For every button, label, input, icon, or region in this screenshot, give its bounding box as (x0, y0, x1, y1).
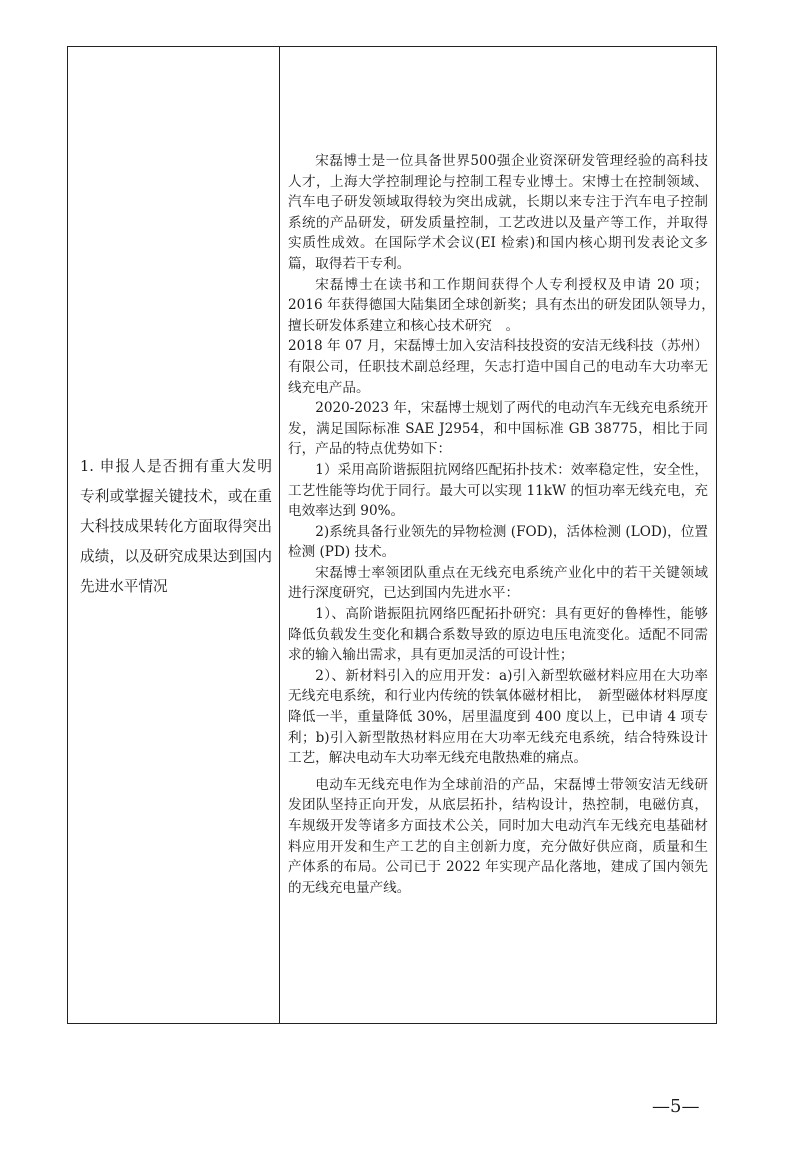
form-table (67, 46, 722, 1024)
paragraph-advantage-1: 1）采用高阶谐振阻抗网络匹配拓扑技术：效率稳定性，安全性，工艺性能等均优于同行。最大可以实现 11kW 的恒功率无线充电，充电效率达到 90%。 (288, 461, 708, 520)
paragraph-patents: 宋磊博士在读书和工作期间获得个人专利授权及申请 20 项；2016 年获得德国大陆集团全球创新奖；具有杰出的研发团队领导力， 擅长研发体系建立和核心技术研究 。 (288, 276, 722, 334)
paragraph-research-1: 1）、高阶谐振阻抗网络匹配拓扑研究：具有更好的鲁棒性，能够降低负载发生变化和耦合系数导致的原边电压电流变化。适配不同需求的输入输出需求，具有更加灵活的可设计性； (288, 606, 708, 664)
paragraph-research-2: 2）、新材料引入的应用开发：a)引入新型软磁材料应用在大功率无线充电系统，和行业内传统的铁氧体磁材相比， 新型磁体材料厚度降低一半，重量降低 30%，居里温度到 400 度以上，已申请 4 项专利；b)引入新型散热材料应用在大功率无线充电系统，结合特殊设计工艺，解决电动车大功率无线充电散热难的痛点。 (288, 667, 708, 767)
content-cell (280, 47, 722, 1023)
page-number: —5— (652, 1096, 700, 1117)
paragraph-advantage-2: 2)系统具备行业领先的异物检测 (FOD)，活体检测 (LOD)，位置检测 (PD) 技术。 (288, 523, 708, 561)
paragraph-research: 宋磊博士率领团队重点在无线充电系统产业化中的若干关键领域进行深度研究，已达到国内先进水平： (288, 564, 708, 602)
paragraph-2018: 2018 年 07 月，宋磊博士加入安洁科技投资的安洁无线科技（苏州）有限公司，任职技术副总经理，矢志打造中国自己的电动车大功率无线充电产品。 (288, 338, 708, 396)
paragraph-intro: 宋磊博士是一位具备世界500强企业资深研发管理经验的高科技人才，上海大学控制理论与控制工程专业博士。宋博士在控制领域、汽车电子研发领域取得较为突出成就，长期以来专注于汽车电子控制系统的产品研发，研发质量控制，工艺改进以及量产等工作，并取得实质性成效。在国际学术会议(EI 检索)和国内核心期刊发表论文多篇，取得若干专利。 (288, 153, 708, 272)
paragraph-2020: 2020-2023 年，宋磊博士规划了两代的电动汽车无线充电系统开发，满足国际标准 SAE J2954，和中国标准 GB 38775，相比于同行，产品的特点优势如下： (288, 400, 708, 458)
label-cell (68, 47, 280, 1023)
paragraph-summary: 电动车无线充电作为全球前沿的产品，宋磊博士带领安洁无线研发团队坚持正向开发，从底层拓扑，结构设计，热控制，电磁仿真，车规级开发等诸多方面技术公关，同时加大电动汽车无线充电基础材料应用开发和生产工艺的自主创新力度，充分做好供应商，质量和生产体系的布局。公司已于 2022 年实现产品化落地，建成了国内领先的无线充电量产线。 (288, 776, 708, 896)
description-text (288, 151, 722, 898)
criterion-label: 1. 申报人是否拥有重大发明专利或掌握关键技术，或在重大科技成果转化方面取得突出成绩，以及研究成果达到国内先进水平情况 (80, 458, 272, 595)
